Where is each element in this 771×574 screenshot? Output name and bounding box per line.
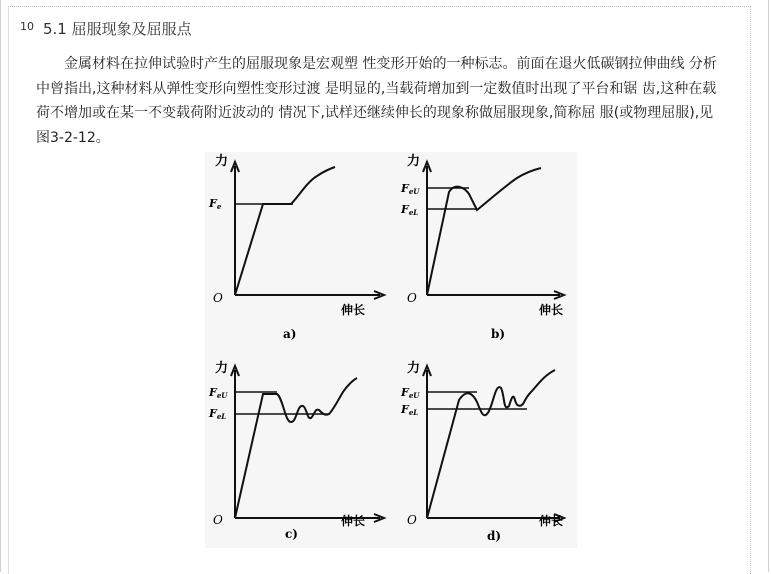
caption-b: b) [491,327,506,341]
x-axis-label-d: 伸长 [539,514,564,528]
y-axis-label-b: 力 [407,154,421,169]
x-axis-label: 伸长 [341,303,366,317]
curve-b [427,168,541,295]
feu-label-d: FeU [401,386,420,400]
x-axis-label-b: 伸长 [539,303,564,317]
panel-c [231,366,384,522]
y-axis-label-d: 力 [407,361,421,376]
caption-c: c) [285,527,298,541]
panel-d [423,366,564,522]
floor-number: 10 [20,20,34,33]
curve-a [235,167,335,295]
fel-label-b: FeL [401,203,419,217]
fel-label-c: FeL [209,407,227,421]
panel-a [231,162,384,299]
feu-label-c: FeU [209,386,228,400]
body-paragraph: 金属材料在拉伸试验时产生的屈服现象是宏观塑 性变形开始的一种标志。前面在退火低碳钢拉伸曲线 分析中曾指出,这种材料从弹性变形向塑性变形过渡 是明显的,当载荷增加到一定数值时出现了平台和锯 齿,这种在载荷不增加或在某一不变载荷附近波动的 情况下,试样还继续伸长的现象称做屈服现象,简称屈 服(或物理屈服),见图3-2-12。 [36,56,717,146]
fel-label-d: FeL [401,403,419,417]
x-axis-label-c: 伸长 [341,514,366,528]
feu-label-b: FeU [401,182,420,196]
y-axis-label: 力 [215,154,229,169]
caption-d: d) [487,529,502,543]
origin-label-c: O [213,513,223,527]
origin-label-b: O [407,291,417,305]
y-axis-label-c: 力 [215,361,229,376]
origin-label: O [213,291,223,305]
yield-curves-figure [205,152,577,548]
figure-3-2-12 [205,152,577,548]
section-title: 5.1 屈服现象及屈服点 [43,20,192,38]
fe-label: Fe [209,197,222,211]
caption-a: a) [283,327,297,341]
curve-c [235,378,357,518]
panel-b [423,162,564,299]
origin-label-d: O [407,513,417,527]
